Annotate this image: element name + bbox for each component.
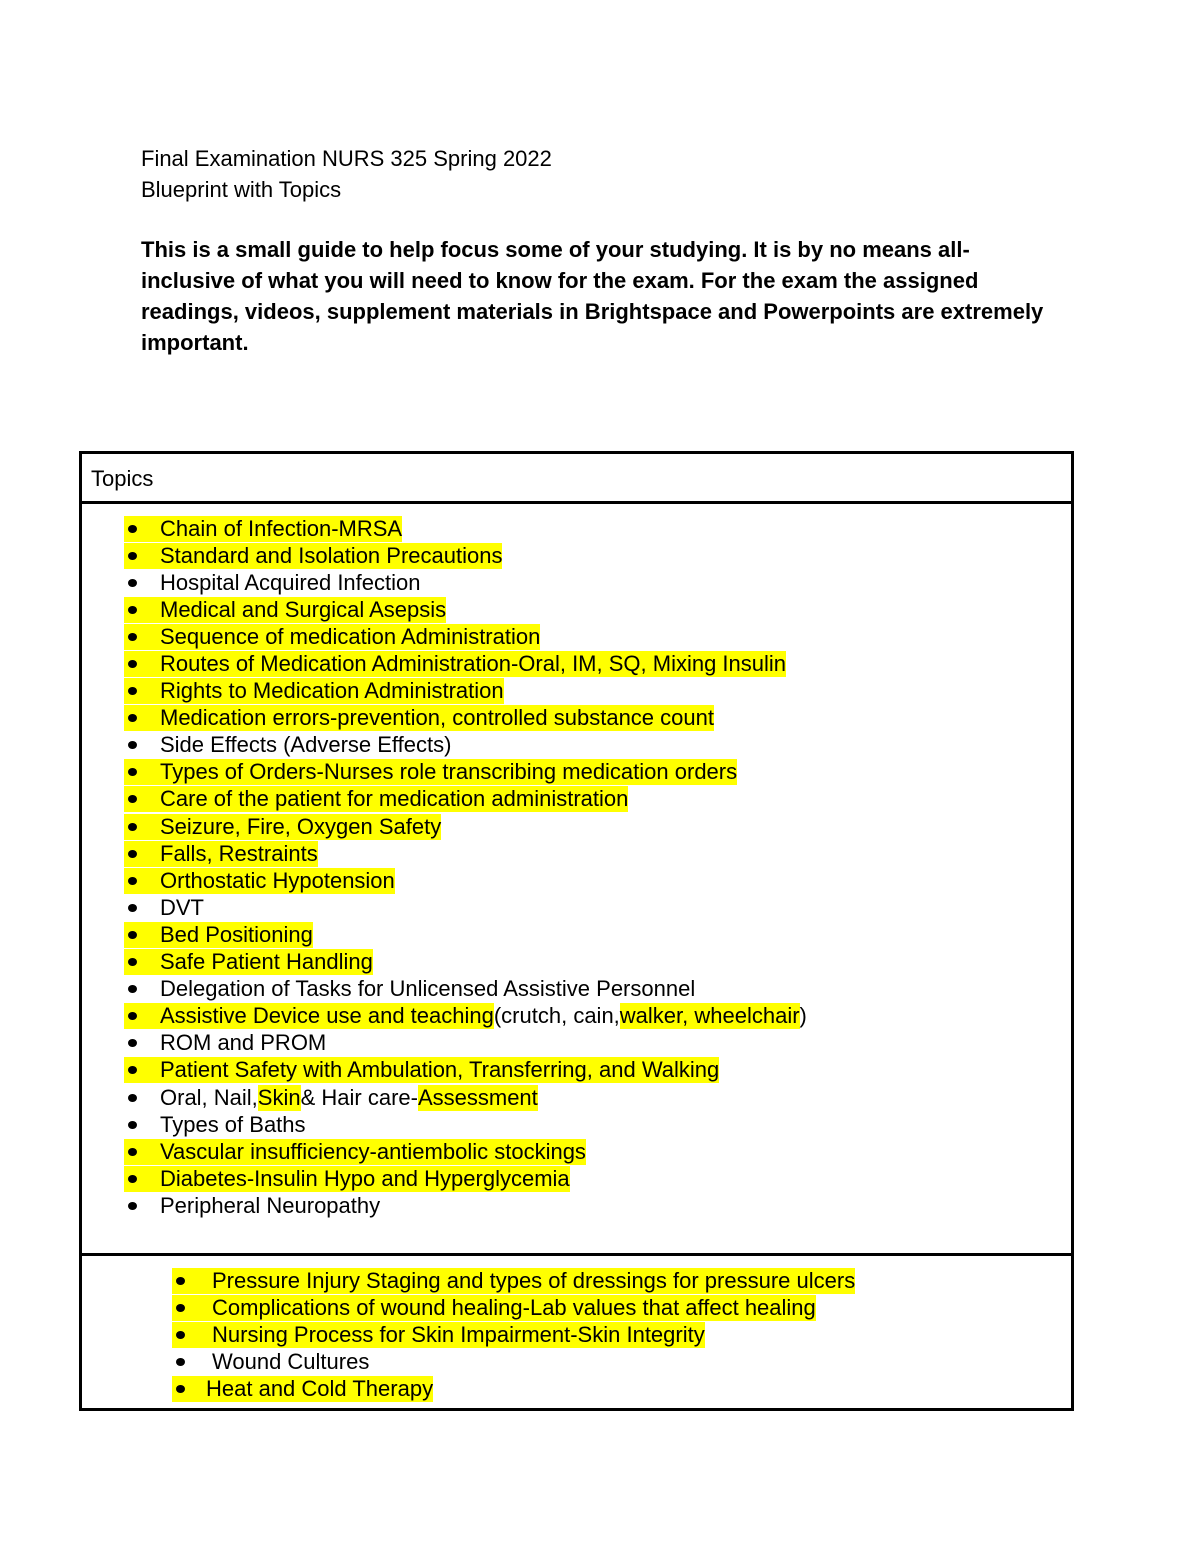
- bullet-icon: [172, 1295, 212, 1321]
- topic-item: [124, 949, 807, 976]
- bullet-icon: [124, 678, 160, 704]
- topic-text: Falls, Restraints: [160, 840, 318, 866]
- topic-item: [124, 732, 807, 759]
- bullet-icon: [124, 543, 160, 569]
- topic-text-segment: Oral, Nail,: [160, 1084, 258, 1110]
- topic-text-segment: Skin: [257, 1084, 301, 1110]
- topic-text: Sequence of medication Administration: [160, 623, 541, 649]
- topic-item: [124, 1084, 807, 1111]
- topic-text: Care of the patient for medication administration: [160, 786, 629, 812]
- topics-table: [79, 451, 1074, 1411]
- wound-topic-list: [172, 1267, 855, 1402]
- topic-text: Complications of wound healing-Lab values that affect healing: [212, 1294, 816, 1320]
- topic-item: [124, 596, 807, 623]
- topic-text: Heat and Cold Therapy: [206, 1375, 434, 1401]
- topic-text-segment: Assistive Device use and teaching: [160, 1003, 494, 1029]
- bullet-icon: [124, 1057, 160, 1083]
- topic-item: [124, 1138, 807, 1165]
- topic-item: [124, 1030, 807, 1057]
- topic-item: [124, 759, 807, 786]
- topic-item: [124, 650, 807, 677]
- topic-text: Medication errors-prevention, controlled substance count: [160, 705, 714, 731]
- topic-text: Bed Positioning: [160, 921, 313, 947]
- main-topic-list: [124, 515, 807, 1219]
- bullet-icon: [124, 597, 160, 623]
- topic-item: [172, 1294, 855, 1321]
- bullet-icon: [124, 814, 160, 840]
- topic-text: Standard and Isolation Precautions: [160, 542, 503, 568]
- bullet-icon: [124, 651, 160, 677]
- topic-item: [172, 1348, 855, 1375]
- topic-item: [124, 1003, 807, 1030]
- topics-header: Topics: [91, 466, 154, 491]
- bullet-icon: [124, 732, 160, 758]
- topic-text: Wound Cultures: [212, 1348, 370, 1374]
- topic-text: Vascular insufficiency-antiembolic stockings: [160, 1138, 586, 1164]
- topic-item: [124, 813, 807, 840]
- topic-item: [124, 921, 807, 948]
- topic-item: [124, 1192, 807, 1219]
- topic-text: Diabetes-Insulin Hypo and Hyperglycemia: [160, 1165, 570, 1191]
- topic-item: [124, 515, 807, 542]
- topic-item: [124, 867, 807, 894]
- topic-text: Medical and Surgical Asepsis: [160, 596, 447, 622]
- topic-text-segment: walker, wheelchair: [619, 1003, 800, 1029]
- topic-text: DVT: [160, 894, 204, 920]
- bullet-icon: [124, 1112, 160, 1138]
- bullet-icon: [124, 570, 160, 596]
- topic-item: [172, 1267, 855, 1294]
- topic-text: Types of Baths: [160, 1111, 306, 1137]
- bullet-icon: [124, 976, 160, 1002]
- bullet-icon: [124, 1193, 160, 1219]
- topics-main-row: [82, 504, 1071, 1256]
- exam-title: Final Examination NURS 325 Spring 2022: [141, 146, 552, 171]
- bullet-icon: [124, 895, 160, 921]
- bullet-icon: [124, 949, 160, 975]
- bullet-icon: [172, 1268, 212, 1294]
- topic-text: Seizure, Fire, Oxygen Safety: [160, 813, 442, 839]
- topics-header-row: [82, 454, 1071, 504]
- topic-item: [172, 1321, 855, 1348]
- topics-wound-row: [82, 1256, 1071, 1408]
- bullet-icon: [124, 759, 160, 785]
- topic-text: Hospital Acquired Infection: [160, 569, 421, 595]
- topic-item: [124, 542, 807, 569]
- topic-text: Pressure Injury Staging and types of dressings for pressure ulcers: [212, 1267, 856, 1293]
- document-header: [141, 143, 1081, 358]
- topic-item: [124, 1165, 807, 1192]
- bullet-icon: [124, 1166, 160, 1192]
- topic-text: Types of Orders-Nurses role transcribing medication orders: [160, 759, 738, 785]
- topic-text: Patient Safety with Ambulation, Transferring, and Walking: [160, 1057, 720, 1083]
- bullet-icon: [124, 1085, 160, 1111]
- bullet-icon: [172, 1322, 212, 1348]
- topic-text: Chain of Infection-MRSA: [160, 515, 403, 541]
- topic-item: [124, 894, 807, 921]
- bullet-icon: [124, 922, 160, 948]
- topic-text: ROM and PROM: [160, 1030, 327, 1056]
- topic-text-segment: ): [799, 1003, 807, 1029]
- topic-text-segment: Assessment: [417, 1084, 538, 1110]
- topic-item: [124, 569, 807, 596]
- study-guide-note: This is a small guide to help focus some of your studying. It is by no means all-inclusive of what you will need to know for the exam. For the exam the assigned readings, videos, supplement materials in Brightspace and Powerpoints are extremely important.: [141, 237, 1044, 355]
- bullet-icon: [124, 1003, 160, 1029]
- topic-item: [124, 840, 807, 867]
- bullet-icon: [124, 1139, 160, 1165]
- topic-text-segment: (crutch, cain,: [493, 1003, 620, 1029]
- bullet-icon: [124, 705, 160, 731]
- topic-item: [124, 678, 807, 705]
- bullet-icon: [124, 1030, 160, 1056]
- bullet-icon: [124, 624, 160, 650]
- topic-text-segment: & Hair care-: [300, 1084, 418, 1110]
- topic-item: [124, 705, 807, 732]
- topic-text: Rights to Medication Administration: [160, 678, 504, 704]
- topic-text: Delegation of Tasks for Unlicensed Assistive Personnel: [160, 976, 696, 1002]
- topic-item: [124, 1057, 807, 1084]
- topic-item: [172, 1375, 855, 1402]
- topic-item: [124, 1111, 807, 1138]
- bullet-icon: [124, 786, 160, 812]
- topic-item: [124, 786, 807, 813]
- bullet-icon: [124, 868, 160, 894]
- exam-subtitle: Blueprint with Topics: [141, 177, 342, 202]
- bullet-icon: [124, 841, 160, 867]
- topic-text: Nursing Process for Skin Impairment-Skin Integrity: [212, 1321, 705, 1347]
- topic-item: [124, 976, 807, 1003]
- topic-text: Safe Patient Handling: [160, 949, 373, 975]
- topic-text: Orthostatic Hypotension: [160, 867, 395, 893]
- topic-text: Peripheral Neuropathy: [160, 1192, 381, 1218]
- topic-text: Side Effects (Adverse Effects): [160, 732, 452, 758]
- topic-item: [124, 623, 807, 650]
- bullet-icon: [172, 1376, 206, 1402]
- topic-text: Routes of Medication Administration-Oral, IM, SQ, Mixing Insulin: [160, 651, 787, 677]
- bullet-icon: [124, 516, 160, 542]
- bullet-icon: [172, 1349, 212, 1375]
